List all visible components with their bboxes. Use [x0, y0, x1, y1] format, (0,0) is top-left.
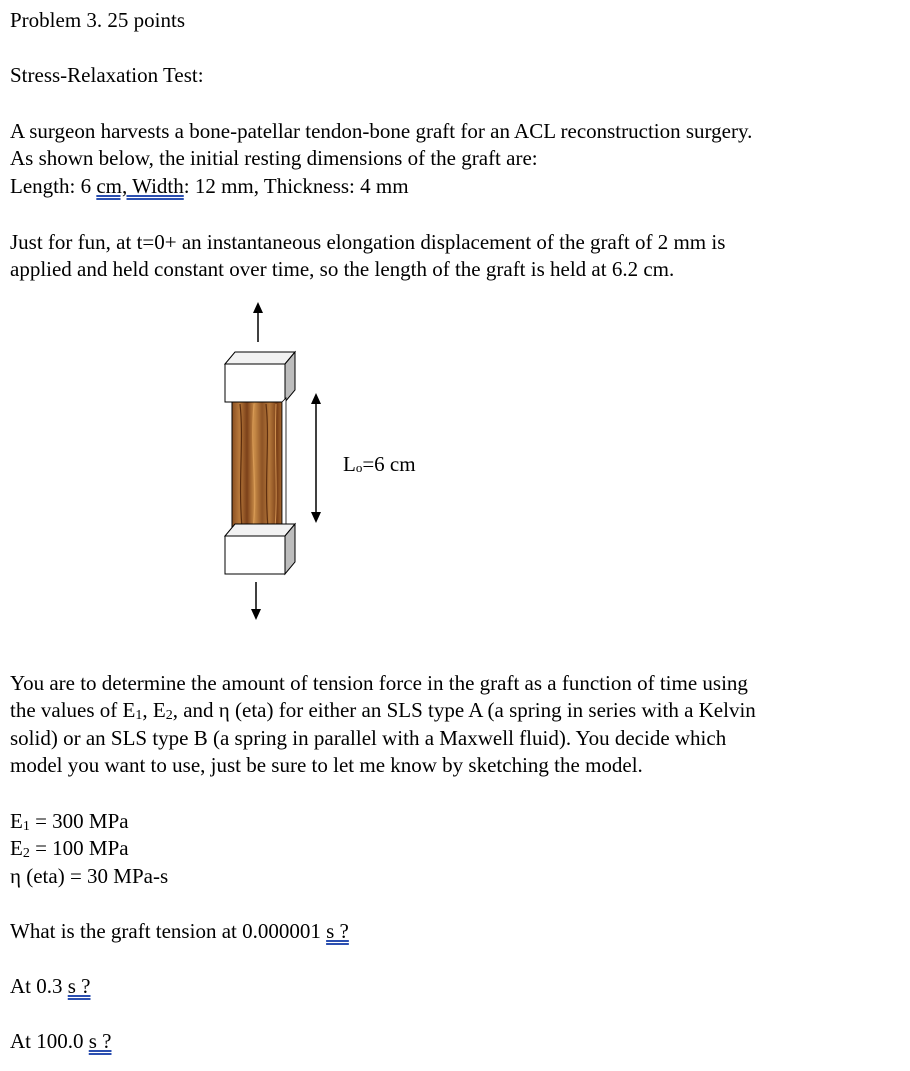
question-1-text: What is the graft tension at 0.000001 [10, 919, 327, 943]
task-line-2-c: , and η (eta) for either an SLS type A (a spring in series with a Kelvin [172, 698, 756, 722]
param-e2-name: E [10, 836, 23, 860]
displacement-line-1: Just for fun, at t=0+ an instantaneous elongation displacement of the graft of 2 mm is [10, 230, 726, 254]
task-line-3: solid) or an SLS type B (a spring in parallel with a Maxwell fluid). You decide which [10, 726, 727, 750]
top-bone-block [225, 352, 295, 402]
task-line-2-sub2: 2 [165, 708, 173, 723]
top-arrow [253, 302, 263, 342]
question-2 [10, 973, 91, 1000]
task-line-2-sub1: 1 [135, 708, 143, 723]
length-label-rest: =6 cm [362, 452, 416, 476]
task-line-2-b: , E [142, 698, 166, 722]
intro-line-3 [10, 173, 409, 200]
question-3 [10, 1028, 112, 1055]
param-e2-sub: 2 [22, 846, 30, 861]
param-e1-name: E [10, 809, 23, 833]
intro-line-2: As shown below, the initial resting dimensions of the graft are: [10, 146, 538, 170]
intro-line-3-c: : 12 mm, Thickness: 4 mm [183, 174, 409, 198]
question-1 [10, 918, 349, 945]
question-1-unit: s ? [326, 919, 349, 943]
param-e1-sub: 1 [22, 819, 30, 834]
bottom-arrow [251, 582, 261, 620]
displacement-line-2: applied and held constant over time, so the length of the graft is held at 6.2 cm. [10, 257, 675, 281]
question-2-text: At 0.3 [10, 974, 68, 998]
question-2-unit: s ? [67, 974, 91, 998]
length-label-main: L [343, 452, 356, 476]
length-label [343, 452, 416, 477]
bottom-bone-block [225, 524, 295, 574]
param-e2-value: = 100 MPa [29, 836, 129, 860]
task-line-4: model you want to use, just be sure to let me know by sketching the model. [10, 753, 643, 777]
param-e1-value: = 300 MPa [29, 809, 129, 833]
length-dimension-arrow [311, 393, 321, 523]
intro-line-3-a: Length: 6 [10, 174, 97, 198]
intro-line-1: A surgeon harvests a bone-patellar tendon-bone graft for an ACL reconstruction surgery. [10, 119, 753, 143]
question-3-unit: s ? [88, 1029, 112, 1053]
question-3-text: At 100.0 [10, 1029, 89, 1053]
task-line-2-a: the values of E [10, 698, 136, 722]
tendon-graft [232, 398, 286, 530]
spellcheck-underlined-text: cm, Width [96, 174, 184, 198]
task-line-1: You are to determine the amount of tension force in the graft as a function of time using [10, 671, 748, 695]
length-label-sub: o [355, 460, 363, 475]
section-heading: Stress-Relaxation Test: [10, 63, 204, 87]
problem-title: Problem 3. 25 points [10, 8, 186, 32]
param-eta: η (eta) = 30 MPa-s [10, 864, 169, 888]
